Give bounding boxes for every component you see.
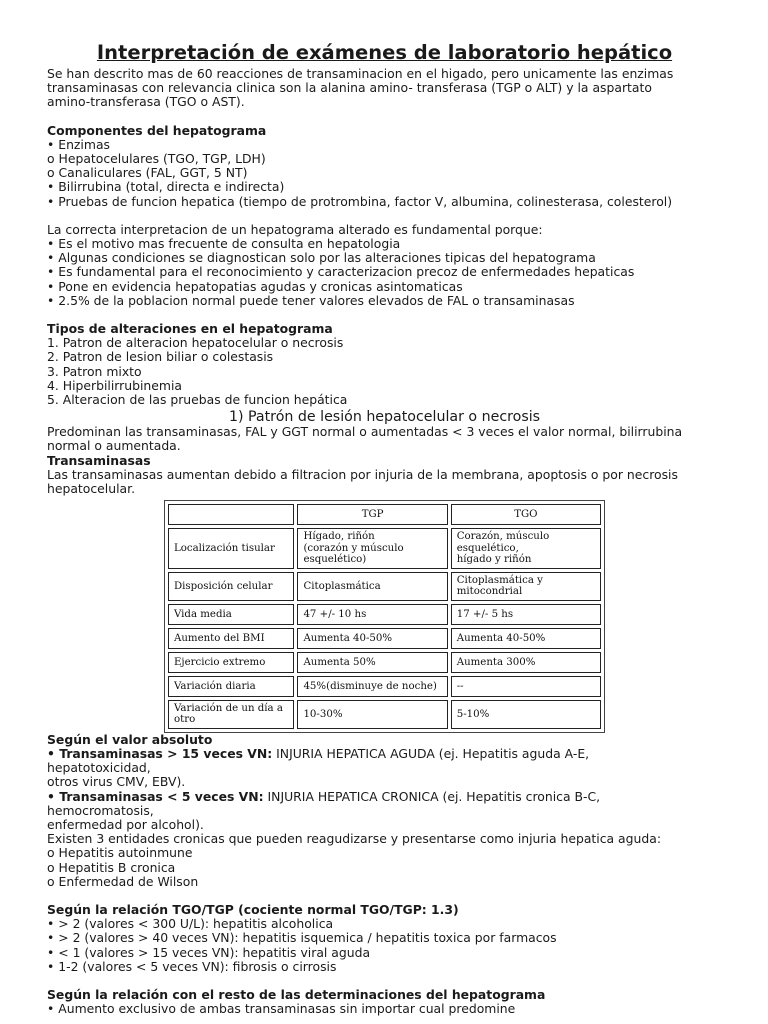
list-item: • 2.5% de la poblacion normal puede tener valores elevados de FAL o transaminasas	[47, 292, 575, 308]
section-heading: Tipos de alteraciones en el hepatograma	[47, 321, 333, 337]
list-item: • > 2 (valores > 40 veces VN): hepatitis isquemica / hepatitis toxica por farmacos	[47, 930, 557, 946]
transaminasas-heading: Transaminasas	[47, 452, 151, 468]
table-row-label: Localización tisular	[168, 528, 294, 569]
table-header-empty	[168, 504, 294, 525]
table-row	[168, 572, 601, 601]
table-row-label: Ejercicio extremo	[168, 652, 294, 673]
interpretacion-section	[47, 223, 722, 308]
intro-line: transaminasas con relevancia clinica son la alanina amino- transferasa (TGP o ALT) y la aspartato	[47, 80, 652, 96]
list-item-continued: hepatotoxicidad,	[47, 760, 151, 776]
list-item: • Es el motivo mas frecuente de consulta en hepatologia	[47, 236, 401, 252]
table-row	[168, 652, 601, 673]
list-item-continued: enfermedad por alcohol).	[47, 817, 204, 832]
valor-absoluto-section	[47, 733, 722, 889]
table-header-tgp: TGP	[297, 504, 447, 525]
list-item-continued: hemocromatosis,	[47, 802, 154, 818]
extra-line: Existen 3 entidades cronicas que pueden reagudizarse y presentarse como injuria hepatica aguda:	[47, 831, 661, 847]
table-cell-tgp: Aumenta 50%	[297, 652, 447, 673]
table-row-label: Vida media	[168, 604, 294, 625]
table-cell-tgo: 5-10%	[451, 700, 601, 729]
table-cell-tgp: 45%(disminuye de noche)	[297, 676, 447, 697]
list-item-continued: otros virus CMV, EBV).	[47, 774, 186, 790]
list-item: 4. Hiperbilirrubinemia	[47, 377, 183, 393]
table-cell-tgo: Citoplasmática y mitocondrial	[451, 572, 601, 601]
list-item: • Pone en evidencia hepatopatias agudas y cronicas asintomaticas	[47, 278, 463, 294]
section-heading: Componentes del hepatograma	[47, 122, 267, 138]
list-item: 1. Patron de alteracion hepatocelular o necrosis	[47, 335, 344, 351]
table-row	[168, 676, 601, 697]
list-item	[47, 790, 722, 804]
list-item-bold: • Transaminasas > 15 veces VN:	[47, 745, 273, 761]
table-row	[168, 700, 601, 729]
table-row-label: Aumento del BMI	[168, 628, 294, 649]
section-heading: Según la relación TGO/TGP (cociente normal TGO/TGP: 1.3)	[47, 902, 459, 918]
table-cell-tgp: 10-30%	[297, 700, 447, 729]
table-row-label: Disposición celular	[168, 572, 294, 601]
table-row	[168, 528, 601, 569]
list-item: 2. Patron de lesion biliar o colestasis	[47, 349, 274, 365]
list-item-text: INJURIA HEPATICA CRONICA (ej. Hepatitis cronica B-C,	[263, 788, 601, 804]
table-cell-tgo: Aumenta 40-50%	[451, 628, 601, 649]
cell-line: Corazón, músculo esquelético,	[456, 531, 550, 554]
table-header-tgo: TGO	[451, 504, 601, 525]
table-cell-tgo: 17 +/- 5 hs	[451, 604, 601, 625]
document-page	[47, 40, 722, 1016]
list-item: o Hepatocelulares (TGO, TGP, LDH)	[47, 151, 266, 167]
transaminasas-line: hepatocelular.	[47, 481, 136, 497]
list-item: o Canaliculares (FAL, GGT, 5 NT)	[47, 165, 248, 181]
relacion-section	[47, 903, 722, 974]
list-item: • Pruebas de funcion hepatica (tiempo de protrombina, factor V, albumina, colinesterasa, colesterol)	[47, 193, 673, 209]
extra-line: o Hepatitis B cronica	[47, 859, 176, 875]
cell-line: hígado y riñón	[456, 554, 532, 566]
table-cell-tgp: Aumenta 40-50%	[297, 628, 447, 649]
table-row	[168, 628, 601, 649]
list-item	[47, 747, 722, 761]
tgp-tgo-table	[164, 500, 605, 733]
cell-line: (corazón y músculo esquelético)	[303, 542, 404, 566]
extra-line: o Enfermedad de Wilson	[47, 873, 199, 889]
list-item: • > 2 (valores < 300 U/L): hepatitis alcoholica	[47, 916, 334, 932]
table-row-label: Variación de un día a otro	[168, 700, 294, 729]
list-item: • < 1 (valores > 15 veces VN): hepatitis viral aguda	[47, 944, 371, 960]
list-item: 5. Alteracion de las pruebas de funcion hepática	[47, 392, 348, 408]
resto-section	[47, 988, 722, 1016]
section-heading: Según la relación con el resto de las determinaciones del hepatograma	[47, 987, 546, 1003]
table-cell-tgo: Aumenta 300%	[451, 652, 601, 673]
extra-line: o Hepatitis autoinmune	[47, 845, 193, 861]
list-item: • Es fundamental para el reconocimiento y caracterizacion precoz de enfermedades hepaticas	[47, 264, 635, 280]
section-lead: La correcta interpretacion de un hepatograma alterado es fundamental porque:	[47, 221, 543, 237]
patron-heading: 1) Patrón de lesión hepatocelular o necrosis	[228, 409, 541, 426]
section-heading: Según el valor absoluto	[47, 731, 213, 747]
componentes-section	[47, 124, 722, 209]
list-item: 3. Patron mixto	[47, 363, 142, 379]
list-item: • 1-2 (valores < 5 veces VN): fibrosis o cirrosis	[47, 958, 337, 974]
table-cell-tgp: Citoplasmática	[297, 572, 447, 601]
list-item-bold: • Transaminasas < 5 veces VN:	[47, 788, 264, 804]
table-cell-tgo: --	[451, 676, 601, 697]
list-item: • Aumento exclusivo de ambas transaminasas sin importar cual predomine	[47, 1001, 516, 1017]
table-cell-tgp: 47 +/- 10 hs	[297, 604, 447, 625]
transaminasas-line: Las transaminasas aumentan debido a filtracion por injuria de la membrana, apoptosis o por necrosis	[47, 466, 678, 482]
intro-paragraph	[47, 67, 722, 110]
page-title: Interpretación de exámenes de laboratorio hepático	[96, 41, 673, 64]
intro-line: amino-transferasa (TGO o AST).	[47, 94, 245, 110]
list-item: • Algunas condiciones se diagnostican solo por las alteraciones tipicas del hepatograma	[47, 250, 596, 266]
patron-section	[47, 425, 722, 496]
list-item: • Bilirrubina (total, directa e indirecta)	[47, 179, 285, 195]
cell-line: Hígado, riñón	[303, 531, 375, 543]
table-row	[168, 604, 601, 625]
table-cell-tgp	[297, 528, 447, 569]
patron-line: normal o aumentada.	[47, 438, 181, 454]
transaminasas-table-figure	[164, 500, 722, 733]
tipos-section	[47, 322, 722, 407]
patron-line: Predominan las transaminasas, FAL y GGT normal o aumentadas < 3 veces el valor normal, bilirrubina	[47, 424, 683, 440]
list-item: • Enzimas	[47, 136, 110, 152]
table-row-label: Variación diaria	[168, 676, 294, 697]
intro-line: Se han descrito mas de 60 reacciones de transaminacion en el higado, pero unicamente las enzimas	[47, 66, 674, 81]
list-item-text: INJURIA HEPATICA AGUDA (ej. Hepatitis aguda A-E,	[272, 745, 590, 761]
table-cell-tgo	[451, 528, 601, 569]
